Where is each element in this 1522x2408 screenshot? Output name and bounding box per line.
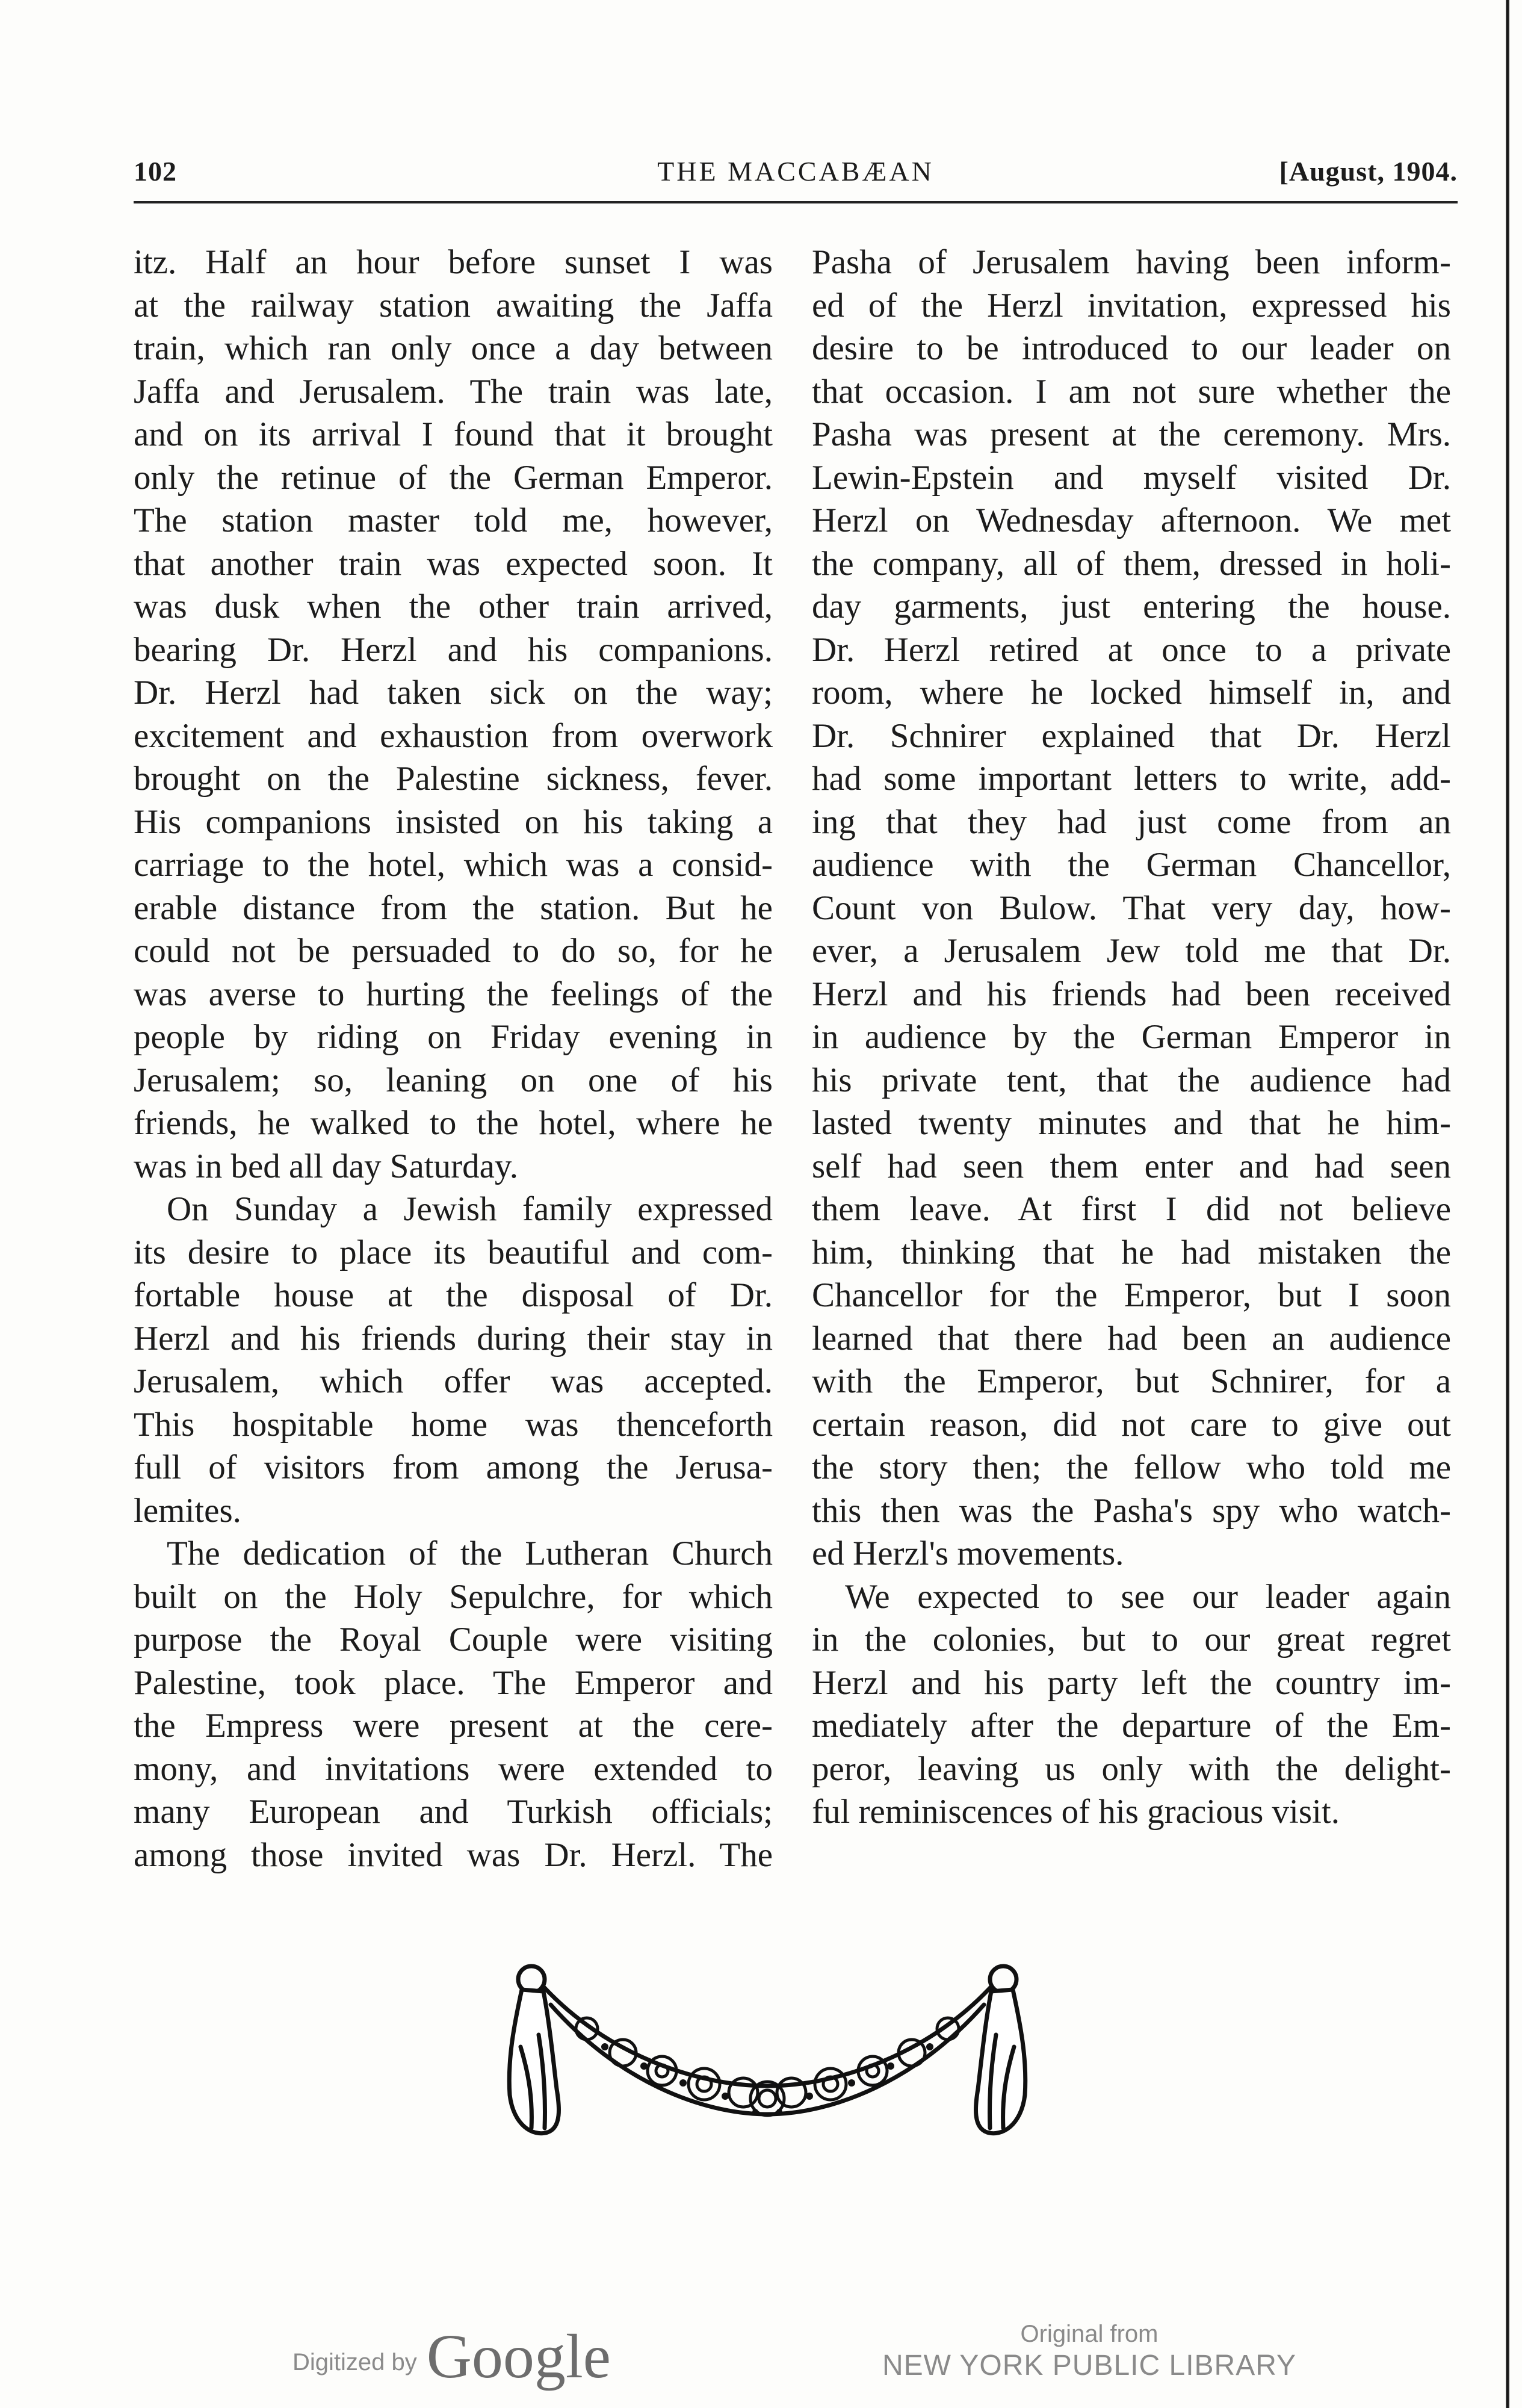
text-line: its desire to place its beautiful and com- bbox=[134, 1233, 773, 1271]
text-line: bearing Dr. Herzl and his companions. bbox=[134, 630, 773, 669]
text-line: Pasha was present at the ceremony. Mrs. bbox=[812, 415, 1451, 453]
text-line: certain reason, did not care to give out bbox=[812, 1405, 1451, 1444]
text-line: in the colonies, but to our great regret bbox=[812, 1621, 1451, 1659]
library-name: NEW YORK PUBLIC LIBRARY bbox=[882, 2350, 1297, 2382]
original-from-watermark bbox=[873, 2319, 1306, 2383]
text-line: at the railway station awaiting the Jaffa bbox=[134, 286, 773, 324]
text-line: desire to be introduced to our leader on bbox=[812, 329, 1451, 367]
text-line: built on the Holy Sepulchre, for which bbox=[134, 1577, 773, 1616]
text-line: was averse to hurting the feelings of the bbox=[134, 975, 773, 1013]
text-line: Jerusalem; so, leaning on one of his bbox=[134, 1061, 773, 1099]
text-line: that another train was expected soon. It bbox=[134, 544, 773, 583]
text-line: Jerusalem, which offer was accepted. bbox=[134, 1362, 773, 1400]
issue-date: [August, 1904. bbox=[1279, 156, 1458, 187]
text-line: His companions insisted on his taking a bbox=[134, 802, 773, 841]
text-line: Jaffa and Jerusalem. The train was late, bbox=[134, 372, 773, 411]
text-line: Count von Bulow. That very day, how- bbox=[812, 889, 1451, 927]
text-line: Chancellor for the Emperor, but I soon bbox=[812, 1276, 1451, 1314]
text-line: peror, leaving us only with the delight- bbox=[812, 1749, 1451, 1788]
page-number: 102 bbox=[134, 156, 177, 187]
text-line: ed Herzl's movements. bbox=[812, 1534, 1124, 1572]
text-line: On Sunday a Jewish family expressed bbox=[167, 1190, 773, 1228]
text-line: carriage to the hotel, which was a consid- bbox=[134, 846, 773, 884]
text-line: day garments, just entering the house. bbox=[812, 588, 1451, 625]
text-line: Dr. Schnirer explained that Dr. Herzl bbox=[812, 716, 1451, 755]
text-line: audience with the German Chancellor, bbox=[812, 846, 1451, 884]
text-line: people by riding on Friday evening in bbox=[134, 1018, 773, 1056]
text-line: mony, and invitations were extended to bbox=[134, 1749, 773, 1788]
text-line: friends, he walked to the hotel, where he bbox=[134, 1104, 773, 1142]
original-from-label: Original from bbox=[1020, 2321, 1159, 2347]
digitized-by-watermark bbox=[292, 2321, 611, 2391]
text-line: him, thinking that he had mistaken the bbox=[812, 1233, 1451, 1271]
text-line: ing that they had just come from an bbox=[812, 802, 1451, 841]
text-line: Herzl on Wednesday afternoon. We met bbox=[812, 501, 1451, 539]
text-line: The station master told me, however, bbox=[134, 501, 773, 539]
text-line: This hospitable home was thenceforth bbox=[134, 1405, 773, 1444]
text-line: lemites. bbox=[134, 1491, 241, 1530]
text-line: them leave. At first I did not believe bbox=[812, 1190, 1451, 1228]
google-logo: Google bbox=[426, 2322, 611, 2391]
text-line: in audience by the German Emperor in bbox=[812, 1018, 1451, 1056]
text-line: Herzl and his party left the country im- bbox=[812, 1663, 1451, 1702]
text-line: erable distance from the station. But he bbox=[134, 889, 773, 927]
running-header bbox=[134, 155, 1458, 197]
text-line: among those invited was Dr. Herzl. The bbox=[134, 1835, 773, 1874]
text-line: was dusk when the other train arrived, bbox=[134, 588, 773, 625]
text-line: was in bed all day Saturday. bbox=[134, 1147, 518, 1185]
digitized-by-label: Digitized by bbox=[292, 2349, 417, 2375]
text-line: Lewin-Epstein and myself visited Dr. bbox=[812, 458, 1451, 497]
text-line: the Empress were present at the cere- bbox=[134, 1707, 773, 1745]
text-line: that occasion. I am not sure whether the bbox=[812, 372, 1451, 411]
text-line: itz. Half an hour before sunset I was bbox=[134, 243, 773, 281]
text-line: could not be persuaded to do so, for he bbox=[134, 932, 773, 970]
text-line: mediately after the departure of the Em- bbox=[812, 1707, 1451, 1745]
text-line: this then was the Pasha's spy who watch- bbox=[812, 1491, 1451, 1530]
text-line: only the retinue of the German Emperor. bbox=[134, 458, 773, 497]
page-edge-rule bbox=[1506, 0, 1509, 2408]
text-line: Herzl and his friends had been received bbox=[812, 975, 1451, 1013]
text-line: ful reminiscences of his gracious visit. bbox=[812, 1793, 1340, 1831]
journal-title: THE MACCABÆAN bbox=[657, 156, 934, 187]
text-line: room, where he locked himself in, and bbox=[812, 674, 1451, 712]
text-line: the story then; the fellow who told me bbox=[812, 1448, 1451, 1486]
text-line: Pasha of Jerusalem having been inform- bbox=[812, 243, 1451, 281]
text-line: many European and Turkish officials; bbox=[134, 1793, 773, 1831]
text-line: self had seen them enter and had seen bbox=[812, 1147, 1451, 1185]
text-line: We expected to see our leader again bbox=[845, 1577, 1451, 1616]
right-column bbox=[812, 241, 1451, 1834]
text-line: learned that there had been an audience bbox=[812, 1319, 1451, 1358]
text-line: The dedication of the Lutheran Church bbox=[167, 1534, 773, 1572]
text-line: excitement and exhaustion from overwork bbox=[134, 716, 773, 755]
header-rule bbox=[134, 201, 1458, 203]
text-line: had some important letters to write, add- bbox=[812, 760, 1451, 798]
text-line: ever, a Jerusalem Jew told me that Dr. bbox=[812, 932, 1451, 970]
text-line: Dr. Herzl had taken sick on the way; bbox=[134, 674, 773, 712]
text-line: his private tent, that the audience had bbox=[812, 1061, 1451, 1099]
text-line: and on its arrival I found that it brought bbox=[134, 415, 773, 453]
text-line: lasted twenty minutes and that he him- bbox=[812, 1104, 1451, 1142]
text-line: fortable house at the disposal of Dr. bbox=[134, 1276, 773, 1314]
garland-ornament-icon bbox=[497, 1956, 1038, 2143]
text-line: ed of the Herzl invitation, expressed his bbox=[812, 286, 1451, 324]
text-line: Palestine, took place. The Emperor and bbox=[134, 1663, 773, 1702]
text-line: the company, all of them, dressed in holi- bbox=[812, 544, 1451, 583]
text-line: full of visitors from among the Jerusa- bbox=[134, 1448, 773, 1486]
text-line: train, which ran only once a day between bbox=[134, 329, 773, 367]
text-line: Herzl and his friends during their stay in bbox=[134, 1319, 773, 1358]
text-line: purpose the Royal Couple were visiting bbox=[134, 1621, 773, 1659]
text-line: Dr. Herzl retired at once to a private bbox=[812, 630, 1451, 669]
text-line: brought on the Palestine sickness, fever. bbox=[134, 760, 773, 798]
left-column bbox=[134, 241, 773, 1876]
text-line: with the Emperor, but Schnirer, for a bbox=[812, 1362, 1451, 1400]
